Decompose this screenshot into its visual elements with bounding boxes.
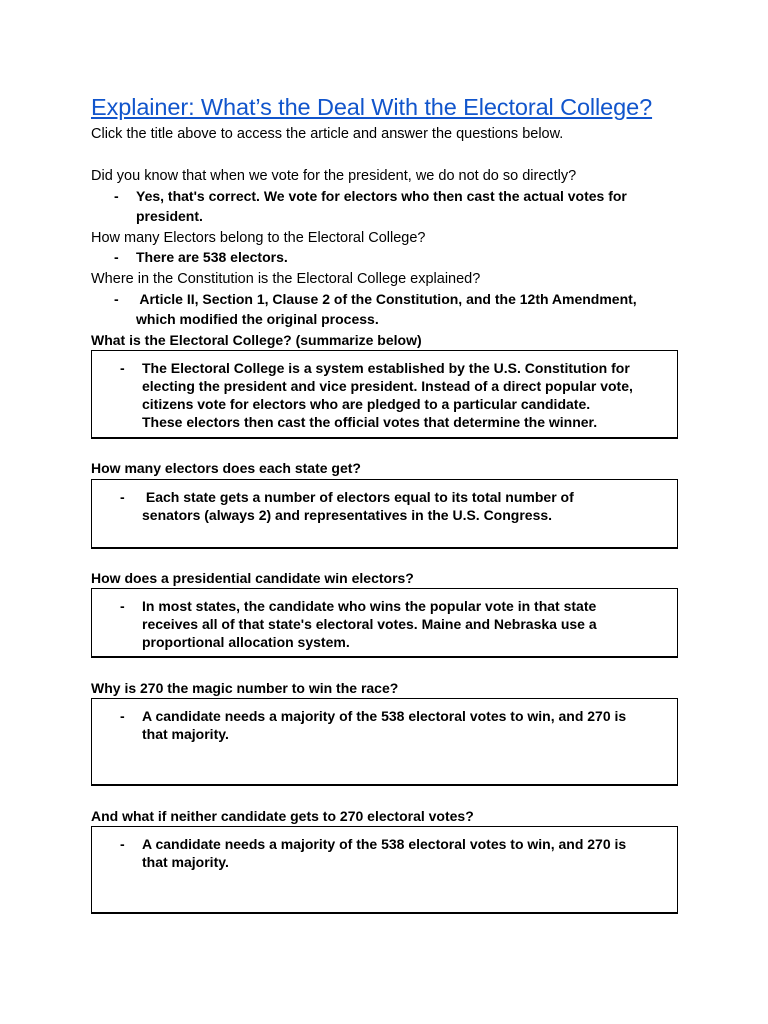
answer-7-line-1: A candidate needs a majority of the 538 electoral votes to win, and 270 is xyxy=(142,708,627,724)
answer-6-line-2: receives all of that state's electoral votes. Maine and Nebraska use a xyxy=(142,616,597,632)
answer-3 xyxy=(114,290,684,329)
answer-8 xyxy=(120,835,660,871)
bullet-dash: - xyxy=(120,360,125,376)
answer-3-line-2: which modified the original process. xyxy=(136,310,379,327)
answer-2-line-1: There are 538 electors. xyxy=(136,249,288,265)
answer-5 xyxy=(120,488,660,524)
question-4: What is the Electoral College? (summarize below) xyxy=(91,332,422,348)
question-2: How many Electors belong to the Electoral College? xyxy=(91,230,426,246)
question-8: And what if neither candidate gets to 270 electoral votes? xyxy=(91,808,474,824)
answer-box-5[interactable] xyxy=(91,479,678,549)
bullet-dash: - xyxy=(120,489,125,505)
answer-box-7[interactable] xyxy=(91,698,678,786)
bullet-dash: - xyxy=(114,291,119,307)
question-3: Where in the Constitution is the Electoral College explained? xyxy=(91,271,481,287)
answer-8-line-1: A candidate needs a majority of the 538 electoral votes to win, and 270 is xyxy=(142,836,627,852)
article-title-link[interactable]: Explainer: What’s the Deal With the Electoral College? xyxy=(91,94,653,120)
bullet-dash: - xyxy=(114,188,119,204)
answer-5-line-1: Each state gets a number of electors equal to its total number of xyxy=(142,489,574,505)
answer-7-line-2: that majority. xyxy=(142,726,229,742)
bullet-dash: - xyxy=(120,836,125,852)
answer-1-line-1: Yes, that's correct. We vote for electors who then cast the actual votes for xyxy=(136,188,627,204)
answer-box-4[interactable] xyxy=(91,350,678,439)
answer-1 xyxy=(114,187,684,226)
answer-1-line-2: president. xyxy=(136,207,203,224)
question-5: How many electors does each state get? xyxy=(91,460,361,476)
answer-6 xyxy=(120,597,660,651)
bullet-dash: - xyxy=(120,598,125,614)
answer-box-6[interactable] xyxy=(91,588,678,658)
bullet-dash: - xyxy=(120,708,125,724)
answer-4-line-2: electing the president and vice president. Instead of a direct popular vote, xyxy=(142,378,633,394)
answer-5-line-2: senators (always 2) and representatives in the U.S. Congress. xyxy=(142,507,553,523)
answer-4-line-3: citizens vote for electors who are pledged to a particular candidate. xyxy=(142,396,591,412)
answer-6-line-1: In most states, the candidate who wins the popular vote in that state xyxy=(142,598,597,614)
answer-6-line-3: proportional allocation system. xyxy=(142,634,350,650)
question-6: How does a presidential candidate win electors? xyxy=(91,570,414,586)
answer-7 xyxy=(120,707,660,743)
answer-4-line-1: The Electoral College is a system established by the U.S. Constitution for xyxy=(142,360,630,376)
answer-8-line-2: that majority. xyxy=(142,854,229,870)
question-7: Why is 270 the magic number to win the race? xyxy=(91,680,399,696)
instructions: Click the title above to access the article and answer the questions below. xyxy=(91,126,564,142)
bullet-dash: - xyxy=(114,249,119,265)
answer-2 xyxy=(114,248,684,268)
answer-box-8[interactable] xyxy=(91,826,678,914)
answer-4 xyxy=(120,359,660,431)
answer-3-line-1: Article II, Section 1, Clause 2 of the Constitution, and the 12th Amendment, xyxy=(136,291,637,307)
question-1: Did you know that when we vote for the president, we do not do so directly? xyxy=(91,168,577,184)
answer-4-line-4: These electors then cast the official votes that determine the winner. xyxy=(142,414,598,430)
